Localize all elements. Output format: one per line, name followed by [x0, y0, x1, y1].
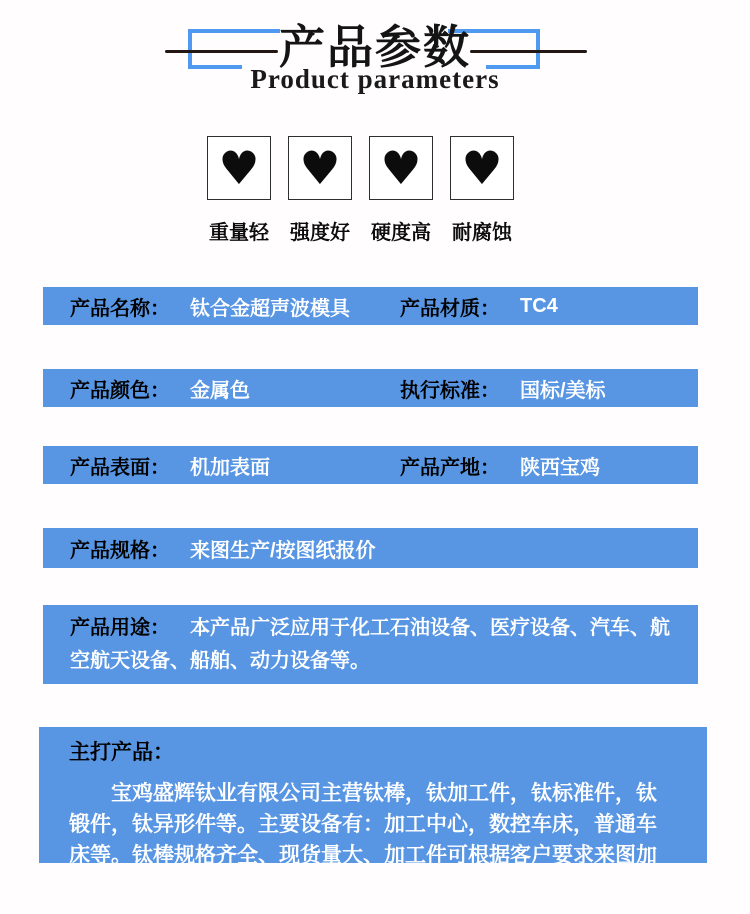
spec-value: TC4: [520, 294, 558, 317]
spec-row-name-material: [43, 287, 698, 325]
spec-cell: [70, 534, 376, 563]
feature-list: [207, 136, 514, 245]
heart-box: [369, 136, 433, 200]
spec-label: 产品产地：: [400, 456, 500, 479]
spec-value: 本产品广泛应用于化工石油设备、医疗设备、汽车、航空航天设备、船舶、动力设备等。: [70, 617, 670, 672]
spec-cell: [70, 292, 400, 321]
spec-label: 产品规格：: [70, 539, 170, 562]
spec-label: 产品名称：: [70, 297, 170, 320]
spec-cell: [400, 451, 698, 480]
spec-row-color-standard: [43, 369, 698, 407]
spec-label: 产品颜色：: [70, 379, 170, 402]
spec-cell: [400, 374, 698, 403]
heart-icon: ♥: [380, 141, 422, 195]
page-title: 产品参数: [279, 21, 471, 73]
heart-box: [288, 136, 352, 200]
spec-value: 陕西宝鸡: [520, 456, 600, 479]
spec-label: 主打产品：: [69, 741, 174, 764]
page-subtitle: Product parameters: [250, 64, 500, 94]
heart-icon: ♥: [461, 141, 503, 195]
feature-label: 硬度高: [371, 222, 431, 244]
spec-label: 产品表面：: [70, 456, 170, 479]
main-products-text: 宝鸡盛辉钛业有限公司主营钛棒，钛加工件，钛标准件，钛锻件，钛异形件等。主要设备有：加工中心，数控车床，普通车床等。钛棒规格齐全、现货量大、加工件可根据客户要求来图加工。: [69, 782, 657, 898]
spec-row-usage: [43, 605, 698, 684]
spec-value: 来图生产/按图纸报价: [190, 539, 376, 562]
heart-icon: ♥: [299, 141, 341, 195]
spec-label: 产品用途：: [70, 617, 170, 639]
feature-item-strength: [288, 136, 352, 245]
spec-value: 机加表面: [190, 456, 270, 479]
spec-value: 国标/美标: [520, 379, 606, 402]
feature-label: 强度好: [290, 222, 350, 244]
spec-cell: [400, 292, 698, 321]
spec-value: 钛合金超声波模具: [190, 297, 350, 320]
spec-label: 产品材质：: [400, 297, 500, 320]
main-products-panel: [39, 727, 707, 898]
spec-cell: [70, 451, 400, 480]
heart-box: [207, 136, 271, 200]
feature-item-corrosion: [450, 136, 514, 245]
feature-item-weight: [207, 136, 271, 245]
spec-cell: [70, 374, 400, 403]
feature-item-hardness: [369, 136, 433, 245]
spec-row-specification: [43, 528, 698, 568]
heart-icon: ♥: [218, 141, 260, 195]
feature-label: 重量轻: [209, 222, 269, 244]
spec-row-surface-origin: [43, 446, 698, 484]
spec-label: 执行标准：: [400, 379, 500, 402]
feature-label: 耐腐蚀: [452, 222, 512, 244]
spec-value: 金属色: [190, 379, 250, 402]
heart-box: [450, 136, 514, 200]
